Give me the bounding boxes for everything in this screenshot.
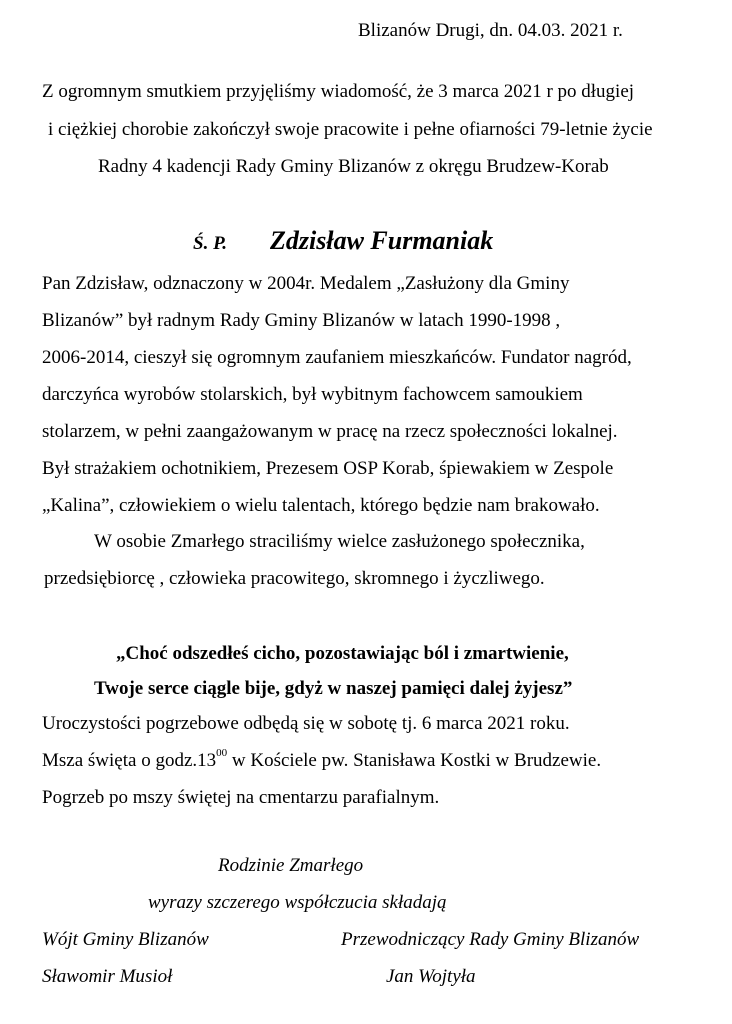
intro-line-3: Radny 4 kadencji Rady Gminy Blizanów z okręgu Brudzew-Korab <box>98 156 609 177</box>
funeral-line-1: Uroczystości pogrzebowe odbędą się w sobotę tj. 6 marca 2021 roku. <box>42 713 570 734</box>
bio-line: Blizanów” był radnym Rady Gminy Blizanów w latach 1990-1998 , <box>42 310 561 331</box>
funeral-line-2-end: w Kościele pw. Stanisława Kostki w Brudzewie. <box>231 750 602 771</box>
bio-line: Był strażakiem ochotnikiem, Prezesem OSP Korab, śpiewakiem w Zespole <box>42 458 614 479</box>
signature-left-title: Wójt Gminy Blizanów <box>42 929 209 950</box>
quote-line-2: Twoje serce ciągle bije, gdyż w naszej pamięci dalej żyjesz” <box>94 678 573 699</box>
bio-line: Pan Zdzisław, odznaczony w 2004r. Medalem „Zasłużony dla Gminy <box>42 273 570 294</box>
funeral-line-3: Pogrzeb po mszy świętej na cmentarzu parafialnym. <box>42 787 440 808</box>
signature-right-title: Przewodniczący Rady Gminy Blizanów <box>341 929 640 950</box>
funeral-line-2-start: Msza święta o godz.13 <box>42 750 217 771</box>
condolences-line-1: Rodzinie Zmarłego <box>218 855 364 876</box>
bio-line: W osobie Zmarłego straciliśmy wielce zasłużonego społecznika, <box>94 531 585 552</box>
bio-line: 2006-2014, cieszył się ogromnym zaufaniem mieszkańców. Fundator nagród, <box>42 347 632 368</box>
signature-left-name: Sławomir Musioł <box>42 966 173 987</box>
condolences-line-2: wyrazy szczerego współczucia składają <box>148 892 447 913</box>
deceased-name: Zdzisław Furmaniak <box>270 226 494 255</box>
bio-line: darczyńca wyrobów stolarskich, był wybitnym fachowcem samoukiem <box>42 384 583 405</box>
intro-line-1: Z ogromnym smutkiem przyjęliśmy wiadomość, że 3 marca 2021 r po długiej <box>42 81 635 102</box>
bio-line: „Kalina”, człowiekiem o wielu talentach, którego będzie nam brakowało. <box>42 495 600 516</box>
deceased-prefix: Ś. P. <box>193 233 227 254</box>
intro-line-2: i ciężkiej chorobie zakończył swoje pracowite i pełne ofiarności 79-letnie życie <box>48 119 653 140</box>
funeral-line-2 <box>42 747 602 771</box>
bio-line: przedsiębiorcę , człowieka pracowitego, skromnego i życzliwego. <box>44 568 545 589</box>
bio-line: stolarzem, w pełni zaangażowanym w pracę na rzecz społeczności lokalnej. <box>42 421 618 442</box>
signature-right-name: Jan Wojtyła <box>386 966 476 987</box>
quote-line-1: „Choć odszedłeś cicho, pozostawiając ból i zmartwienie, <box>116 643 569 664</box>
place-date: Blizanów Drugi, dn. 04.03. 2021 r. <box>358 20 623 41</box>
time-minutes: 00 <box>216 747 228 759</box>
